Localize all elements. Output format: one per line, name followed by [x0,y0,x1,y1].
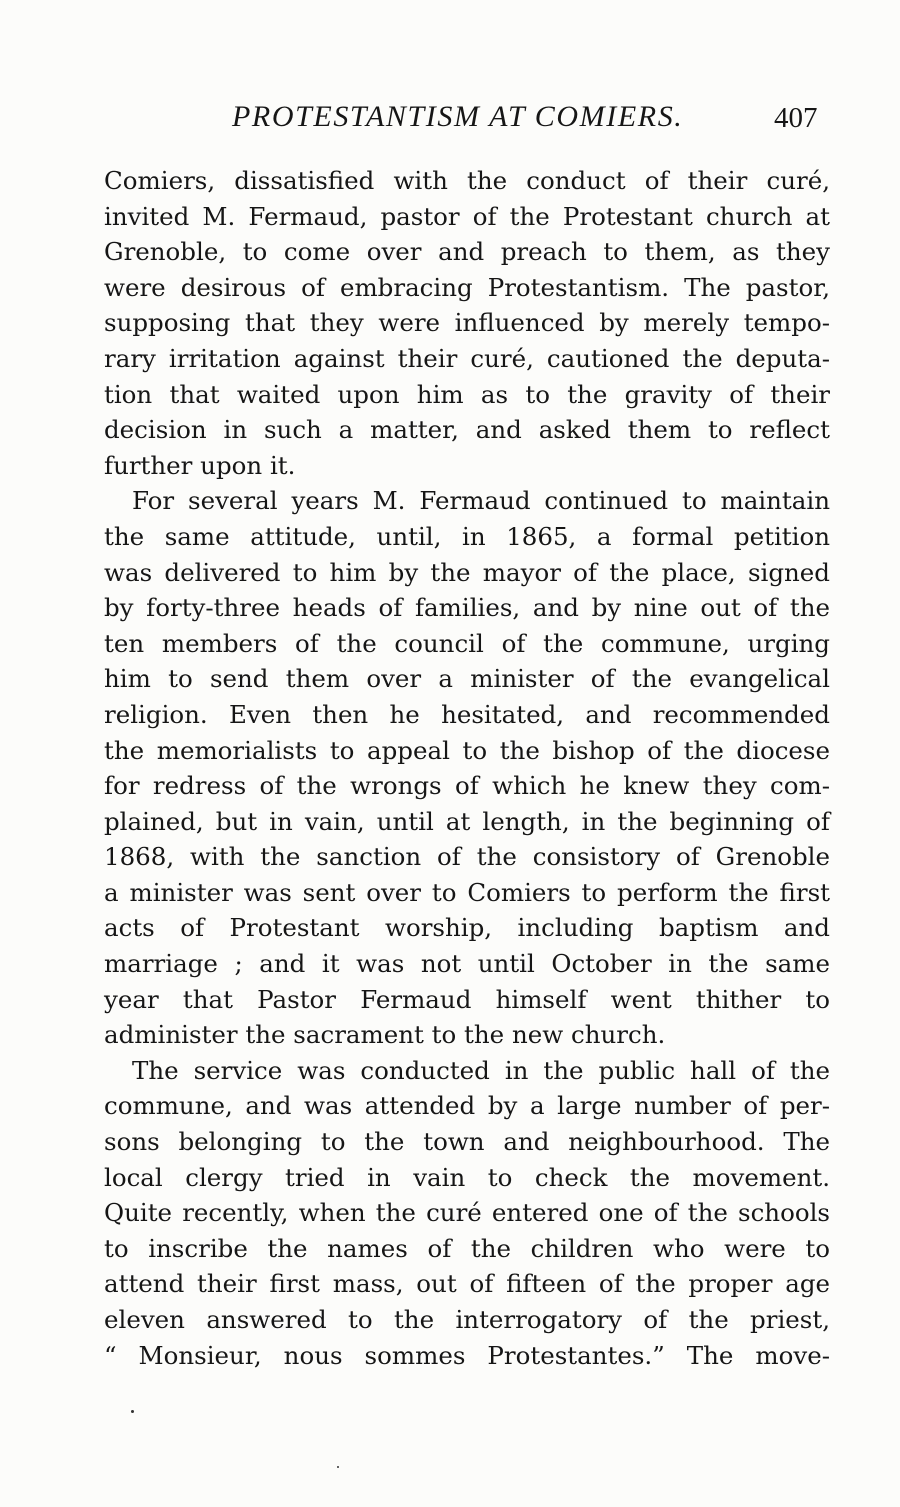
text-line: acts of Protestant worship, including baptism and [104,913,830,943]
ink-speck [131,1410,134,1413]
page-number: 407 [774,102,818,134]
text-line: eleven answered to the interrogatory of the priest, [104,1305,830,1334]
text-line: the same attitude, until, in 1865, a formal petition [104,521,830,551]
text-line: for redress of the wrongs of which he knew they com- [104,771,830,801]
text-line: him to send them over a minister of the evangelical [104,664,830,694]
running-head-title: PROTESTANTISM AT COMIERS. [232,100,684,133]
text-line: supposing that they were influenced by merely tempo- [104,308,830,338]
text-line: ten members of the council of the commune, urging [104,628,830,658]
text-line: The service was conducted in the public hall of the [132,1055,830,1085]
text-line: sons belonging to the town and neighbourhood. The [104,1127,830,1157]
text-line: Grenoble, to come over and preach to them, as they [104,237,830,267]
text-line: Comiers, dissatisfied with the conduct of their curé, [104,166,830,195]
running-head [0,100,900,140]
text-line: administer the sacrament to the new church. [104,1020,666,1050]
text-line: decision in such a matter, and asked them to reflect [104,415,830,445]
text-line: tion that waited upon him as to the gravity of their [104,379,830,409]
text-line: the memorialists to appeal to the bishop of the diocese [104,735,830,765]
text-line: religion. Even then he hesitated, and recommended [104,699,830,729]
text-line: attend their first mass, out of fifteen of the proper age [104,1269,830,1299]
text-line: invited M. Fermaud, pastor of the Protestant church at [104,201,830,231]
text-line: plained, but in vain, until at length, in the beginning of [104,806,830,836]
text-line: was delivered to him by the mayor of the place, signed [104,557,830,587]
text-line: Quite recently, when the curé entered one of the schools [104,1198,830,1228]
text-line: local clergy tried in vain to check the movement. [104,1162,830,1192]
text-line: were desirous of embracing Protestantism. The pastor, [104,272,830,302]
body-text [104,163,830,1373]
text-line: further upon it. [104,450,296,480]
text-line: to inscribe the names of the children who were to [104,1233,830,1263]
text-line: year that Pastor Fermaud himself went thither to [104,984,830,1014]
text-line: by forty-three heads of families, and by nine out of the [104,593,830,623]
text-line: marriage ; and it was not until October in the same [104,949,830,979]
text-line: commune, and was attended by a large number of per- [104,1091,830,1121]
text-line: a minister was sent over to Comiers to perform the first [104,877,830,907]
text-line: rary irritation against their curé, cautioned the deputa- [104,343,830,373]
text-line: 1868, with the sanction of the consistory of Grenoble [104,842,830,872]
text-line: “ Monsieur, nous sommes Protestantes.” The move- [104,1340,830,1370]
ink-speck [337,1466,339,1468]
text-line: For several years M. Fermaud continued to maintain [132,486,830,516]
